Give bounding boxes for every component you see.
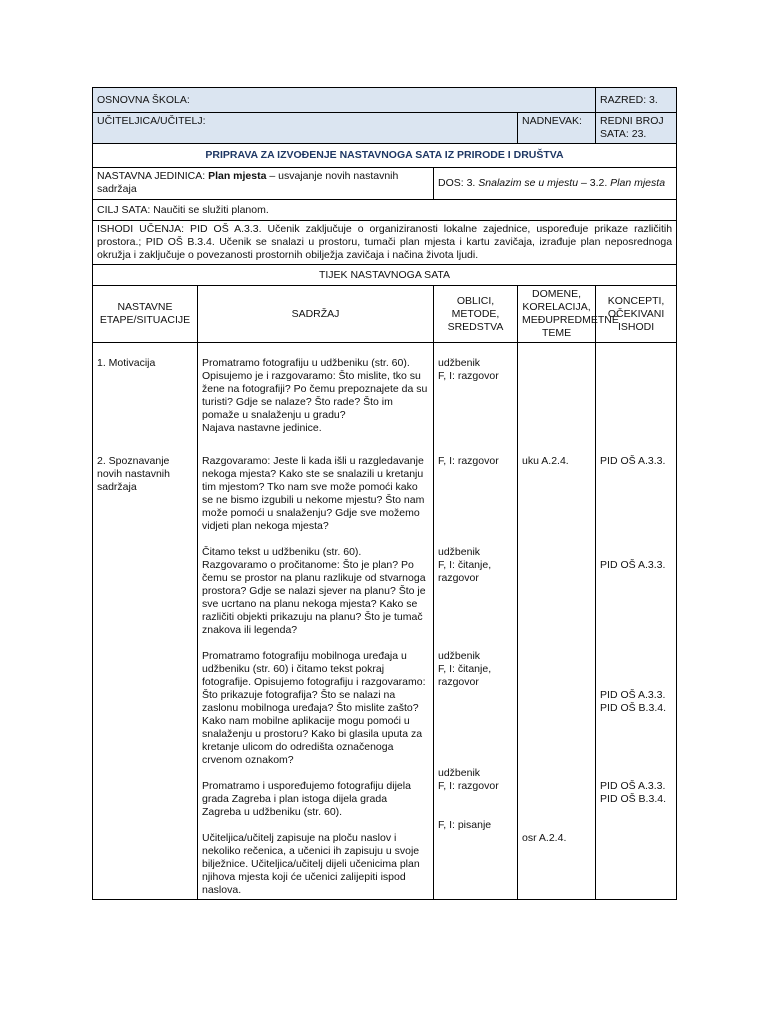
column-header-row bbox=[93, 286, 677, 343]
lesson-goal: CILJ SATA: Naučiti se služiti planom. bbox=[93, 200, 677, 221]
domains-motivation bbox=[518, 343, 596, 454]
concept-p3-1: PID OŠ A.3.3. bbox=[600, 689, 666, 701]
flow-title: TIJEK NASTAVNOGA SATA bbox=[93, 265, 677, 286]
forms-p2-2: F, I: čitanje, razgovor bbox=[438, 559, 492, 584]
unit-row bbox=[93, 168, 677, 200]
content-p3: Promatramo fotografiju mobilnoga uređaja u udžbeniku (str. 60) i čitamo tekst pokraj fotografije. Opisujemo fotografiju i razgovaramo: Što prikazuje fotografija? Što se nalazi na zaslonu mobilnoga uređaja? Što mislite zašto? Kako nam mobilne aplikacije mogu pomoći u snalaženju u prostoru? Kako bi glasila uputa za kretanje ulicom do odredišta označenoga crvenom oznakom? bbox=[202, 650, 426, 766]
content-motivation-announce: Najava nastavne jedinice. bbox=[202, 422, 322, 434]
forms-p3-1: udžbenik bbox=[438, 650, 481, 662]
content-p5: Učiteljica/učitelj zapisuje na ploču naslov i nekoliko rečenica, a učenici ih zapisuju u svoje bilježnice. Učiteljica/učitelj dijeli učenicima plan njihova mjesta koji će učenici zalijepiti ispod naslova. bbox=[202, 832, 420, 896]
domain-p5: osr A.2.4. bbox=[522, 832, 567, 844]
dos-mid: – 3.2. bbox=[578, 177, 611, 189]
concept-p1: PID OŠ A.3.3. bbox=[600, 455, 666, 467]
col-header-content: SADRŽAJ bbox=[198, 286, 434, 343]
domains-new bbox=[518, 453, 596, 900]
date-label: NADNEVAK: bbox=[518, 113, 596, 144]
school-label: OSNOVNA ŠKOLA: bbox=[93, 88, 596, 113]
concept-p3-2: PID OŠ B.3.4. bbox=[600, 702, 666, 714]
content-new bbox=[198, 453, 434, 900]
concept-p4-1: PID OŠ A.3.3. bbox=[600, 780, 666, 792]
table-row bbox=[93, 343, 677, 454]
dos-cell bbox=[434, 168, 677, 200]
title-row bbox=[93, 144, 677, 168]
forms-new bbox=[434, 453, 518, 900]
stage-motivation: 1. Motivacija bbox=[93, 343, 198, 454]
dos-subtopic: Plan mjesta bbox=[610, 177, 666, 189]
unit-rest: – usvajanje novih nastavnih sadržaja bbox=[97, 170, 399, 195]
col-header-domains: DOMENE, KORELACIJA, MEĐUPREDMETNE TEME bbox=[518, 286, 596, 343]
forms-motivation-2: F, I: razgovor bbox=[438, 370, 499, 382]
forms-p2-1: udžbenik bbox=[438, 546, 481, 558]
col-header-stages: NASTAVNE ETAPE/SITUACIJE bbox=[93, 286, 198, 343]
school-row bbox=[93, 88, 677, 113]
unit-cell bbox=[93, 168, 434, 200]
dos-label: DOS: 3. bbox=[438, 177, 479, 189]
forms-p1: F, I: razgovor bbox=[438, 455, 499, 467]
table-row bbox=[93, 453, 677, 900]
forms-p4-2: F, I: razgovor bbox=[438, 780, 499, 792]
teacher-label: UČITELJICA/UČITELJ: bbox=[93, 113, 518, 144]
content-p2: Čitamo tekst u udžbeniku (str. 60). Razgovaramo o pročitanome: Što je plan? Po čemu se prostor na planu razlikuje od stvarnoga prostora? Gdje se nalazi sjever na planu? Što je sve ucrtano na planu nekoga mjesta? Kako se različiti objekti prikazuju na planu? Što je tumač znakova ili legenda? bbox=[202, 546, 426, 636]
lesson-number-label: REDNI BROJ SATA: 23. bbox=[596, 113, 677, 144]
lesson-plan-table bbox=[92, 87, 677, 900]
stage-new-content: 2. Spoznavanje novih nastavnih sadržaja bbox=[93, 453, 198, 900]
dos-topic: Snalazim se u mjestu bbox=[478, 177, 579, 189]
forms-motivation bbox=[434, 343, 518, 454]
col-header-forms: OBLICI, METODE, SREDSTVA bbox=[434, 286, 518, 343]
unit-name: Plan mjesta bbox=[208, 170, 267, 182]
grade-label: RAZRED: 3. bbox=[596, 88, 677, 113]
content-motivation bbox=[198, 343, 434, 454]
concepts-new bbox=[596, 453, 677, 900]
learning-outcomes: ISHODI UČENJA: PID OŠ A.3.3. Učenik zaključuje o organiziranosti lokalne zajednice, uspoređuje prikaze različitih prostora.; PID OŠ B.3.4. Učenik se snalazi u prostoru, tumači plan mjesta i kartu zavičaja, izrađuje plan neposrednoga okružja i zaključuje o povezanosti prostornih obilježja zavičaja i načina života ljudi. bbox=[93, 221, 677, 265]
outcomes-row bbox=[93, 221, 677, 265]
forms-p5: F, I: pisanje bbox=[438, 819, 492, 831]
lesson-plan-document bbox=[92, 87, 676, 900]
concepts-motivation bbox=[596, 343, 677, 454]
domain-p1: uku A.2.4. bbox=[522, 455, 569, 467]
content-p1: Razgovaramo: Jeste li kada išli u razgledavanje nekoga mjesta? Kako ste se snalazili u kretanju tim mjestom? Tko nam sve može pomoći kako se ne bismo izgubili u nekome mjestu? Što nam može pomoći u snalaženju? Gdje sve možemo vidjeti plan nekoga mjesta? bbox=[202, 455, 425, 532]
col-header-concepts: KONCEPTI, OČEKIVANI ISHODI bbox=[596, 286, 677, 343]
unit-label: NASTAVNA JEDINICA: bbox=[97, 170, 209, 182]
document-title: PRIPRAVA ZA IZVOĐENJE NASTAVNOGA SATA IZ PRIRODE I DRUŠTVA bbox=[93, 144, 677, 168]
flow-title-row bbox=[93, 265, 677, 286]
goal-row bbox=[93, 200, 677, 221]
concept-p4-2: PID OŠ B.3.4. bbox=[600, 793, 666, 805]
concept-p2: PID OŠ A.3.3. bbox=[600, 559, 666, 571]
content-motivation-text: Promatramo fotografiju u udžbeniku (str. 60). Opisujemo je i razgovaramo: Što mislite, tko su žene na fotografiji? Po čemu prepoznajete da su turisti? Gdje se nalaze? Što rade? Što im pomaže u snalaženju u gradu? bbox=[202, 357, 428, 421]
forms-p4-1: udžbenik bbox=[438, 767, 481, 779]
content-p4: Promatramo i uspoređujemo fotografiju dijela grada Zagreba i plan istoga dijela grada Zagreba u udžbeniku (str. 60). bbox=[202, 780, 411, 818]
teacher-row bbox=[93, 113, 677, 144]
forms-motivation-1: udžbenik bbox=[438, 357, 481, 369]
forms-p3-2: F, I: čitanje, razgovor bbox=[438, 663, 492, 688]
